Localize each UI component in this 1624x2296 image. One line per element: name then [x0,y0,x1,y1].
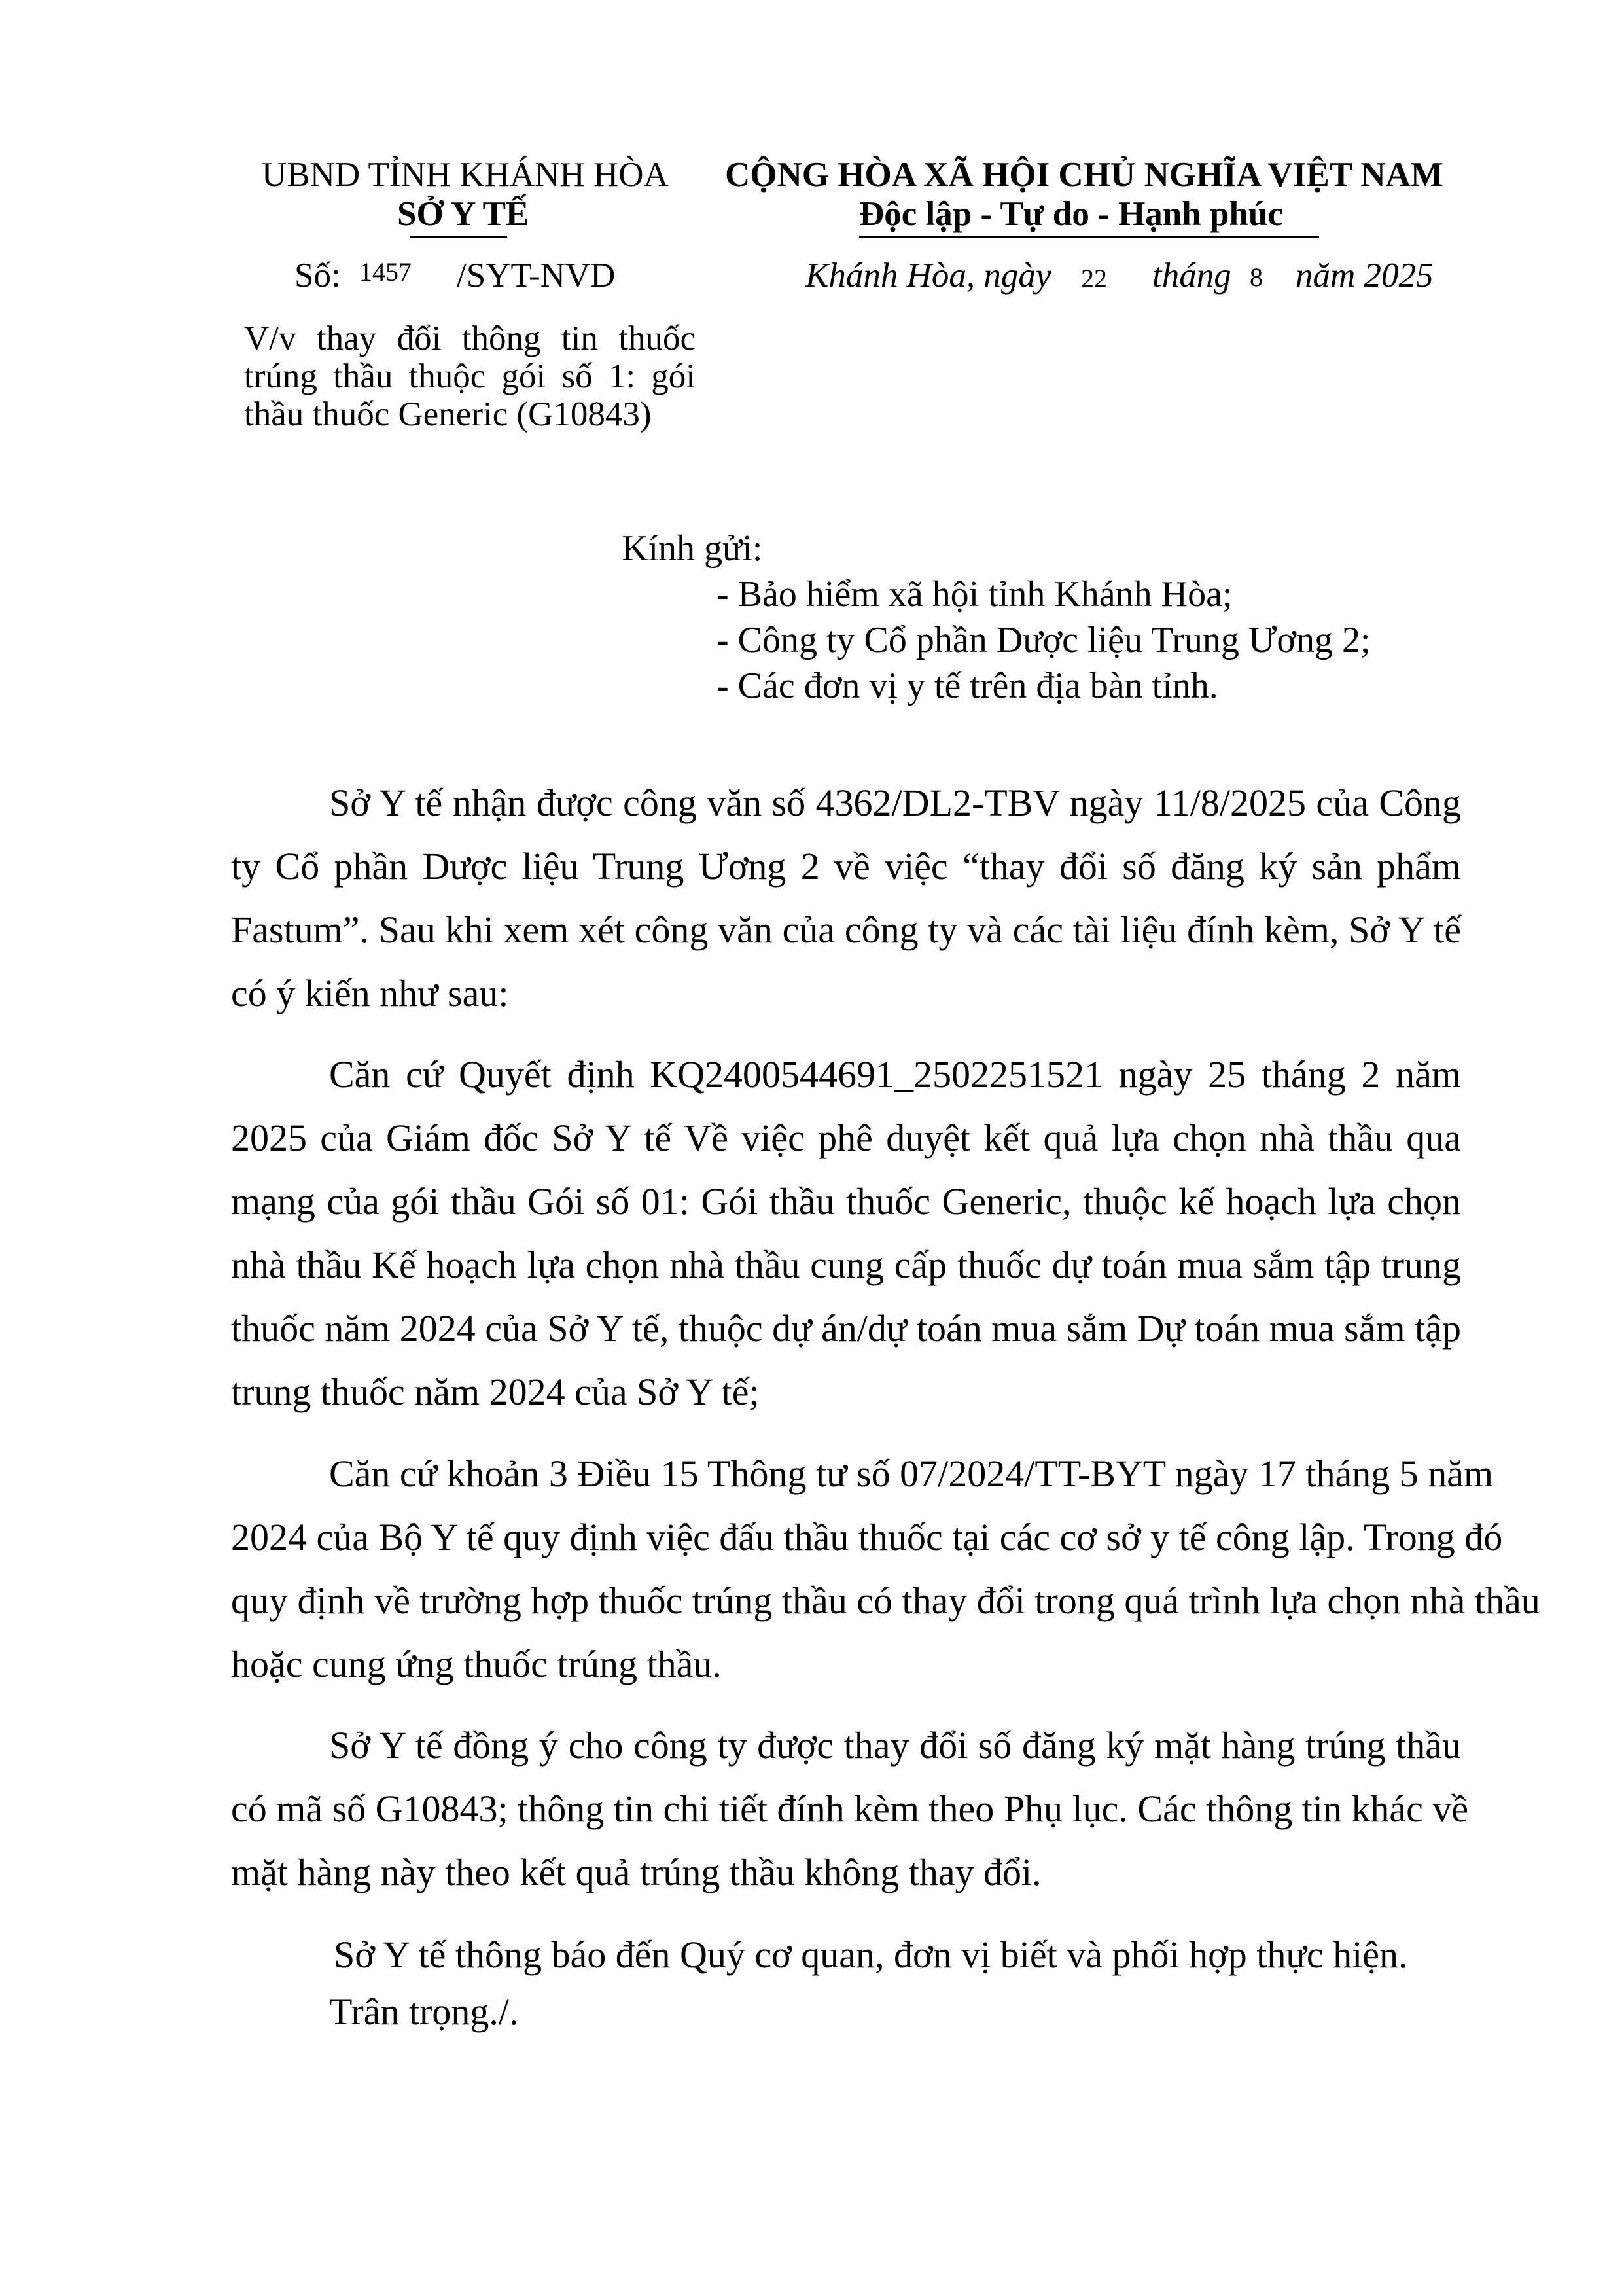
date-place: Khánh Hòa, ngày [805,257,1051,295]
paragraph-line: quy định về trường hợp thuốc trúng thầu có thay đổi trong quá trình lựa chọn nhà thầu [231,1579,1540,1622]
doc-number-prefix: Số: [294,257,341,295]
body-paragraph-3 [231,1442,1540,1696]
body-paragraph-4 [231,1713,1469,1904]
date-year: năm 2025 [1296,257,1434,295]
subject-line: thầu thuốc Generic (G10843) [244,395,652,433]
paragraph-line: có ý kiến như sau: [231,972,509,1014]
paragraph-line: 2025 của Giám đốc Sở Y tế Về việc phê duyệt kết quả lựa chọn nhà thầu qua [231,1117,1461,1159]
closing-phrase: Trân trọng./. [329,1990,519,2033]
paragraph-line: hoặc cung ứng thuốc trúng thầu. [231,1643,722,1685]
doc-number-suffix: /SYT-NVD [457,257,616,295]
paragraph-line: trung thuốc năm 2024 của Sở Y tế; [231,1371,760,1413]
paragraph-line: 2024 của Bộ Y tế quy định việc đấu thầu thuốc tại các cơ sở y tế công lập. Trong đó [231,1516,1503,1558]
paragraph-line: mặt hàng này theo kết quả trúng thầu không thay đổi. [231,1851,1042,1893]
paragraph-line: có mã số G10843; thông tin chi tiết đính kèm theo Phụ lục. Các thông tin khác về [231,1787,1469,1830]
notification-sentence: Sở Y tế thông báo đến Quý cơ quan, đơn vị biết và phối hợp thực hiện. [334,1933,1408,1976]
body-paragraph-1 [231,771,1461,1025]
recipients-label: Kính gửi: [622,528,763,569]
recipient-item: - Bảo hiểm xã hội tỉnh Khánh Hòa; [716,574,1233,615]
date-month: 8 [1250,262,1263,292]
department-underline [410,236,507,238]
paragraph-line: Sở Y tế nhận được công văn số 4362/DL2-TBV ngày 11/8/2025 của Công [329,781,1461,824]
issuing-authority: UBND TỈNH KHÁNH HÒA [262,156,669,194]
doc-number-value: 1457 [359,257,412,287]
body-paragraph-2 [231,1043,1461,1424]
subject-block [244,319,696,433]
paragraph-line: Sở Y tế đồng ý cho công ty được thay đổi số đăng ký mặt hàng trúng thầu [329,1724,1461,1767]
motto-underline [859,236,1319,238]
subject-line: V/v thay đổi thông tin thuốc [244,319,696,357]
paragraph-line: mạng của gói thầu Gói số 01: Gói thầu thuốc Generic, thuộc kế hoạch lựa chọn [231,1180,1461,1223]
paragraph-line: Căn cứ Quyết định KQ2400544691_2502251521 ngày 25 tháng 2 năm [329,1053,1461,1096]
national-motto: Độc lập - Tự do - Hạnh phúc [859,195,1283,233]
paragraph-line: thuốc năm 2024 của Sở Y tế, thuộc dự án/dự toán mua sắm Dự toán mua sắm tập [231,1307,1461,1350]
paragraph-line: nhà thầu Kế hoạch lựa chọn nhà thầu cung cấp thuốc dự toán mua sắm tập trung [231,1244,1461,1286]
recipient-item: - Các đơn vị y tế trên địa bàn tỉnh. [716,666,1218,706]
national-title: CỘNG HÒA XÃ HỘI CHỦ NGHĨA VIỆT NAM [725,156,1443,194]
recipient-item: - Công ty Cổ phần Dược liệu Trung Ương 2; [716,620,1371,660]
date-day: 22 [1081,264,1107,293]
date-month-label: tháng [1152,257,1231,295]
paragraph-line: Fastum”. Sau khi xem xét công văn của công ty và các tài liệu đính kèm, Sở Y tế [231,908,1461,951]
issuing-department: SỞ Y TẾ [397,195,529,233]
subject-line: trúng thầu thuộc gói số 1: gói [244,357,696,395]
paragraph-line: Căn cứ khoản 3 Điều 15 Thông tư số 07/2024/TT-BYT ngày 17 tháng 5 năm [329,1452,1494,1495]
paragraph-line: ty Cổ phần Dược liệu Trung Ương 2 về việc “thay đổi số đăng ký sản phẩm [231,845,1461,888]
